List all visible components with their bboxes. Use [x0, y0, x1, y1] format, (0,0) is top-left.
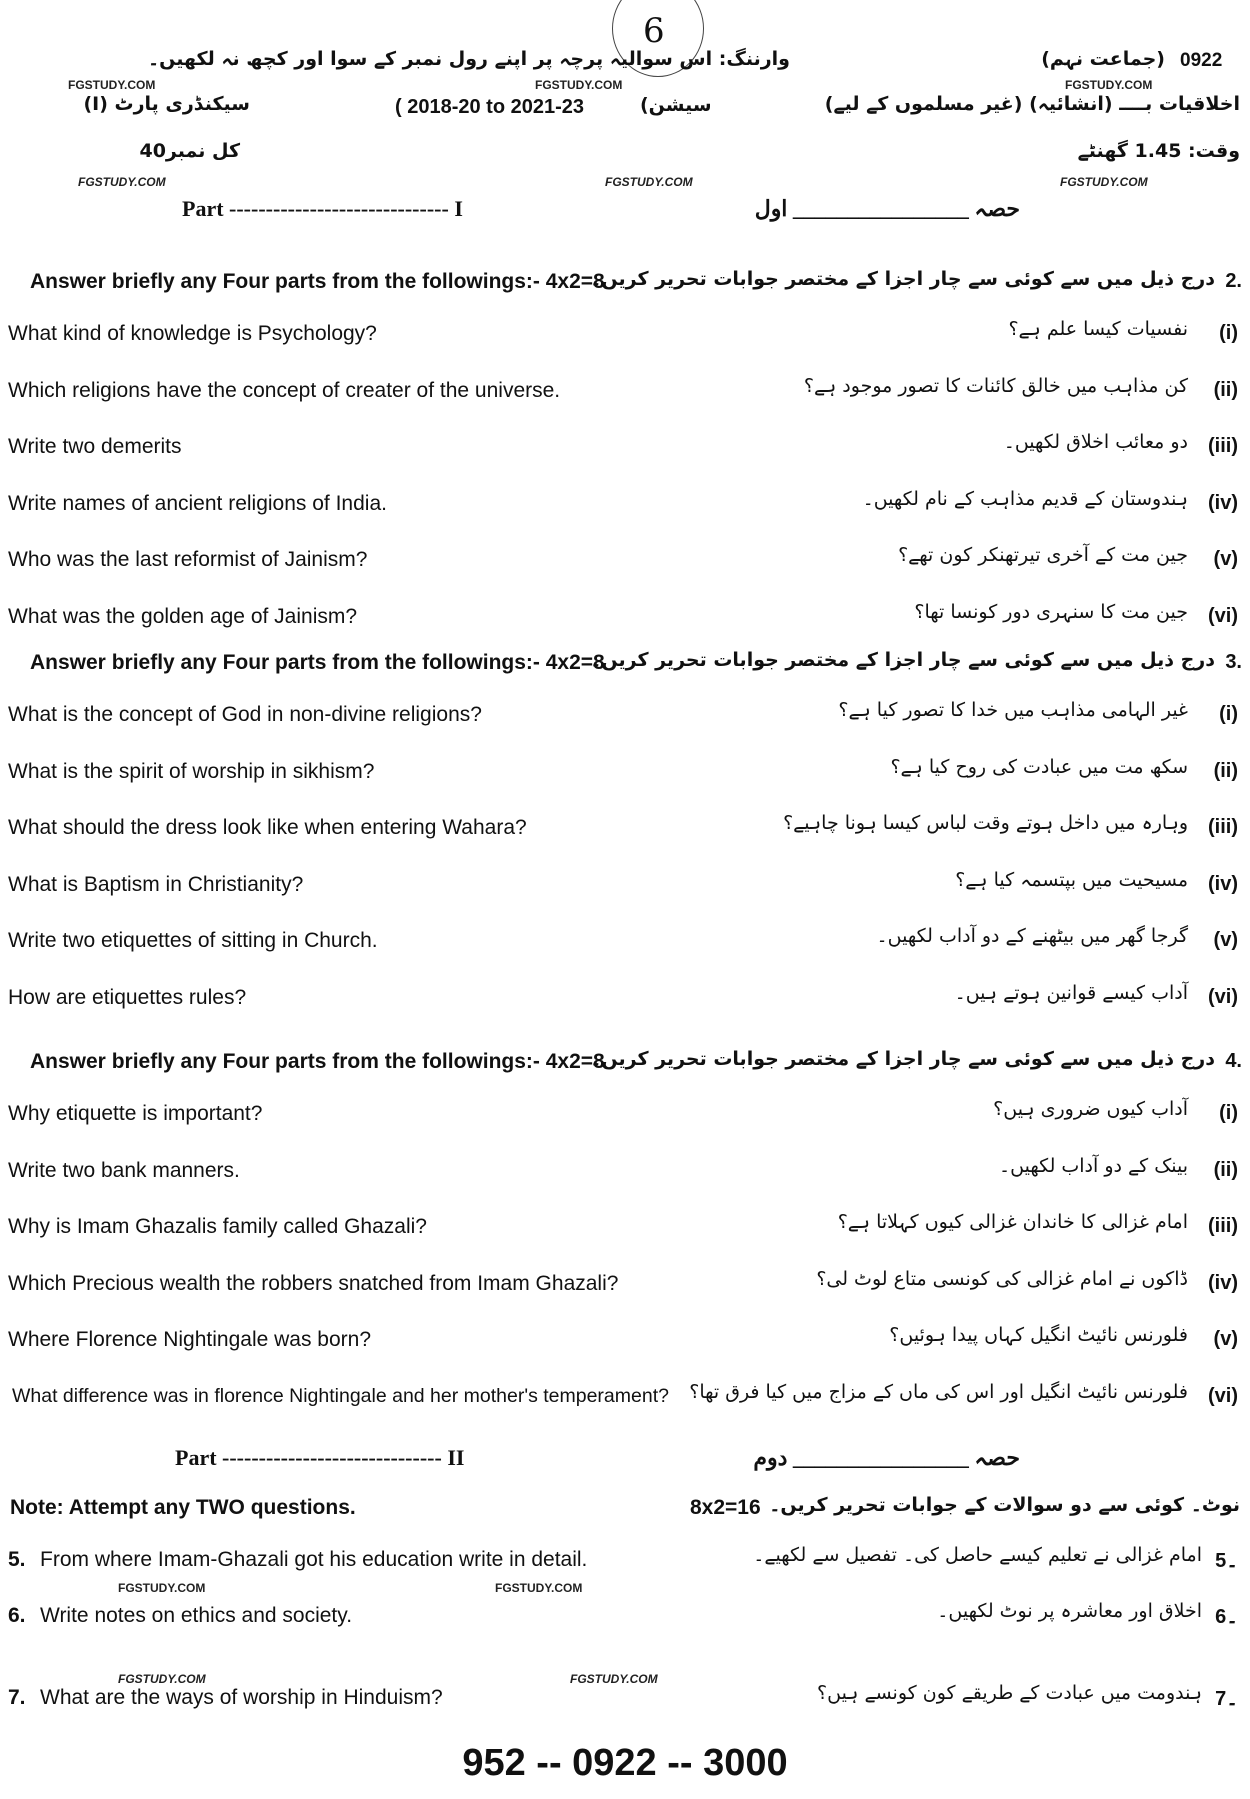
long-question-text: Write notes on ethics and society. — [40, 1604, 353, 1627]
question-text: Why etiquette is important? — [8, 1102, 263, 1125]
question-number: (ii) — [1213, 759, 1238, 782]
section-heading: Answer briefly any Four parts from the followings:- 4x2=8 — [30, 1050, 605, 1073]
question-number: (vi) — [1208, 1384, 1238, 1407]
question-number: (vi) — [1208, 985, 1238, 1008]
question-text-urdu: بینک کے دو آداب لکھیں۔ — [998, 1154, 1188, 1177]
watermark: FGSTUDY.COM — [605, 175, 693, 189]
watermark: FGSTUDY.COM — [118, 1672, 206, 1686]
question-text: How are etiquettes rules? — [8, 985, 247, 1009]
question-text-urdu: سکھ مت میں عبادت کی روح کیا ہے؟ — [890, 755, 1188, 778]
question-number: (iii) — [1208, 816, 1238, 838]
watermark: FGSTUDY.COM — [78, 175, 166, 189]
footer-code: 952 -- 0922 -- 3000 — [462, 1742, 788, 1784]
question-text-urdu: گرجا گھر میں بیٹھنے کے دو آداب لکھیں۔ — [876, 925, 1188, 947]
question-text-urdu: جین مت کا سنہری دور کونسا تھا؟ — [914, 600, 1188, 623]
long-question-text: What are the ways of worship in Hinduism? — [40, 1686, 443, 1709]
section-number: 2. — [1225, 270, 1242, 292]
question-text: Write names of ancient religions of India. — [8, 491, 387, 515]
question-text: Write two bank manners. — [8, 1158, 240, 1182]
question-text: What is Baptism in Christianity? — [8, 872, 304, 896]
section-heading: Answer briefly any Four parts from the followings:- 4x2=8 — [30, 651, 605, 674]
long-question-number: 5. — [8, 1548, 26, 1571]
long-question-number: 7. — [8, 1686, 26, 1709]
long-question-number-urdu: 6۔ — [1215, 1606, 1238, 1628]
long-question-number-urdu: 7۔ — [1215, 1688, 1238, 1710]
question-text: Write two demerits — [8, 435, 182, 458]
long-question-text-urdu: اخلاق اور معاشرہ پر نوٹ لکھیں۔ — [937, 1600, 1202, 1622]
question-number: (iii) — [1208, 1215, 1238, 1237]
question-text-urdu: آداب کیوں ضروری ہیں؟ — [993, 1098, 1188, 1120]
part-one-heading: Part ------------------------------ I — [182, 196, 463, 221]
section-heading-urdu: درج ذیل میں سے کوئی سے چار اجزا کے مختصر جوابات تحریر کریں۔ — [590, 268, 1215, 290]
question-text-urdu: کن مذاہب میں خالق کائنات کا تصور موجود ہے؟ — [803, 374, 1188, 397]
question-text-urdu: امام غزالی کا خاندان غزالی کیوں کہلاتا ہے؟ — [837, 1211, 1188, 1233]
question-number: (vi) — [1208, 604, 1238, 627]
long-question-number-urdu: 5۔ — [1215, 1550, 1238, 1572]
question-text-urdu: غیر الہامی مذاہب میں خدا کا تصور کیا ہے؟ — [838, 699, 1188, 721]
question-text-urdu: دو معائب اخلاق لکھیں۔ — [1003, 431, 1188, 453]
question-number: (v) — [1213, 548, 1238, 570]
section-heading-urdu: درج ذیل میں سے کوئی سے چار اجزا کے مختصر جوابات تحریر کریں۔ — [590, 649, 1215, 671]
long-question-number: 6. — [8, 1604, 26, 1627]
question-text-urdu: نفسیات کیسا علم ہے؟ — [1008, 318, 1188, 340]
circled-number: 6 — [643, 11, 665, 51]
question-text: Which Precious wealth the robbers snatched from Imam Ghazali? — [8, 1271, 619, 1295]
watermark: FGSTUDY.COM — [1060, 175, 1148, 189]
question-text: Why is Imam Ghazalis family called Ghazali? — [8, 1215, 427, 1238]
note-instruction: Note: Attempt any TWO questions. — [10, 1496, 356, 1519]
question-text-urdu: ہندوستان کے قدیم مذاہب کے نام لکھیں۔ — [862, 487, 1188, 510]
question-text: What should the dress look like when entering Wahara? — [8, 816, 527, 839]
long-question-text-urdu: ہندومت میں عبادت کے طریقے کون کونسے ہیں؟ — [817, 1682, 1202, 1704]
question-number: (i) — [1219, 703, 1238, 725]
question-text-urdu: فلورنس نائیٹ انگیل اور اس کی ماں کے مزاج میں کیا فرق تھا؟ — [689, 1380, 1188, 1403]
section-heading-urdu: درج ذیل میں سے کوئی سے چار اجزا کے مختصر جوابات تحریر کریں۔ — [590, 1048, 1215, 1070]
question-text-urdu: آداب کیسے قوانین ہوتے ہیں۔ — [954, 981, 1188, 1004]
question-text: Where Florence Nightingale was born? — [8, 1328, 372, 1351]
question-number: (ii) — [1213, 1158, 1238, 1181]
question-text-urdu: ڈاکوں نے امام غزالی کی کونسی متاع لوٹ لی؟ — [816, 1267, 1188, 1290]
question-number: (iii) — [1208, 435, 1238, 457]
total-marks: کل نمبر40 — [139, 140, 240, 162]
question-number: (v) — [1213, 1328, 1238, 1350]
question-text: Who was the last reformist of Jainism? — [8, 548, 368, 571]
watermark: FGSTUDY.COM — [68, 78, 156, 92]
question-number: (v) — [1213, 929, 1238, 951]
part-two-heading-urdu: حصہ ________________ دوم — [753, 1445, 1020, 1470]
note-marks: 8x2=16 — [690, 1496, 761, 1519]
question-text: What was the golden age of Jainism? — [8, 604, 358, 628]
section-heading: Answer briefly any Four parts from the followings:- 4x2=8 — [30, 270, 605, 293]
watermark: FGSTUDY.COM — [535, 78, 623, 92]
question-number: (iv) — [1208, 1271, 1238, 1294]
question-text: What kind of knowledge is Psychology? — [8, 322, 377, 345]
note-instruction-urdu: نوٹ۔ کوئی سے دو سوالات کے جوابات تحریر کریں۔ — [769, 1494, 1240, 1516]
subject-title: اخلاقیات بــــ (انشائیہ) (غیر مسلموں کے لیے) — [824, 93, 1240, 115]
watermark: FGSTUDY.COM — [495, 1581, 583, 1595]
section-number: 3. — [1225, 651, 1242, 673]
part-one-heading-urdu: حصہ ________________ اول — [754, 196, 1020, 221]
question-text-urdu: مسیحیت میں بپتسمہ کیا ہے؟ — [955, 868, 1188, 891]
question-number: (ii) — [1213, 378, 1238, 401]
question-text: What is the spirit of worship in sikhism? — [8, 759, 375, 783]
section-number: 4. — [1225, 1050, 1242, 1072]
session-label: سیشن) — [640, 94, 712, 116]
question-number: (iv) — [1208, 491, 1238, 514]
paper-code: 0922 — [1180, 50, 1223, 71]
class-label: (جماعت نہم) — [1041, 48, 1165, 70]
long-question-text-urdu: امام غزالی نے تعلیم کیسے حاصل کی۔ تفصیل سے لکھیے۔ — [753, 1544, 1202, 1566]
question-text: Write two etiquettes of sitting in Church. — [8, 929, 378, 952]
question-text-urdu: جین مت کے آخری تیرتھنکر کون تھے؟ — [898, 544, 1188, 566]
watermark: FGSTUDY.COM — [118, 1581, 206, 1595]
warning-text: وارننگ: اس سوالیہ پرچہ پر اپنے رول نمبر کے سوا اور کچھ نہ لکھیں۔ — [147, 48, 790, 70]
question-number: (i) — [1219, 322, 1238, 344]
question-text: Which religions have the concept of creater of the universe. — [8, 378, 561, 402]
session-years: ( 2018-20 to 2021-23 — [395, 96, 585, 118]
question-text-urdu: وہارہ میں داخل ہوتے وقت لباس کیسا ہونا چاہیے؟ — [783, 812, 1188, 834]
question-number: (i) — [1219, 1102, 1238, 1124]
watermark: FGSTUDY.COM — [570, 1672, 658, 1686]
level-label: سیکنڈری پارٹ (I) — [83, 93, 250, 115]
watermark: FGSTUDY.COM — [1065, 78, 1153, 92]
long-question-text: From where Imam-Ghazali got his education write in detail. — [40, 1548, 588, 1571]
part-two-heading: Part ------------------------------ II — [175, 1445, 465, 1470]
time-allowed: وقت: 1.45 گھنٹے — [1077, 140, 1240, 162]
question-text: What is the concept of God in non-divine religions? — [8, 703, 482, 726]
question-text: What difference was in florence Nightingale and her mother's temperament? — [12, 1384, 669, 1407]
question-number: (iv) — [1208, 872, 1238, 895]
question-text-urdu: فلورنس نائیٹ انگیل کہاں پیدا ہوئیں؟ — [889, 1324, 1188, 1346]
